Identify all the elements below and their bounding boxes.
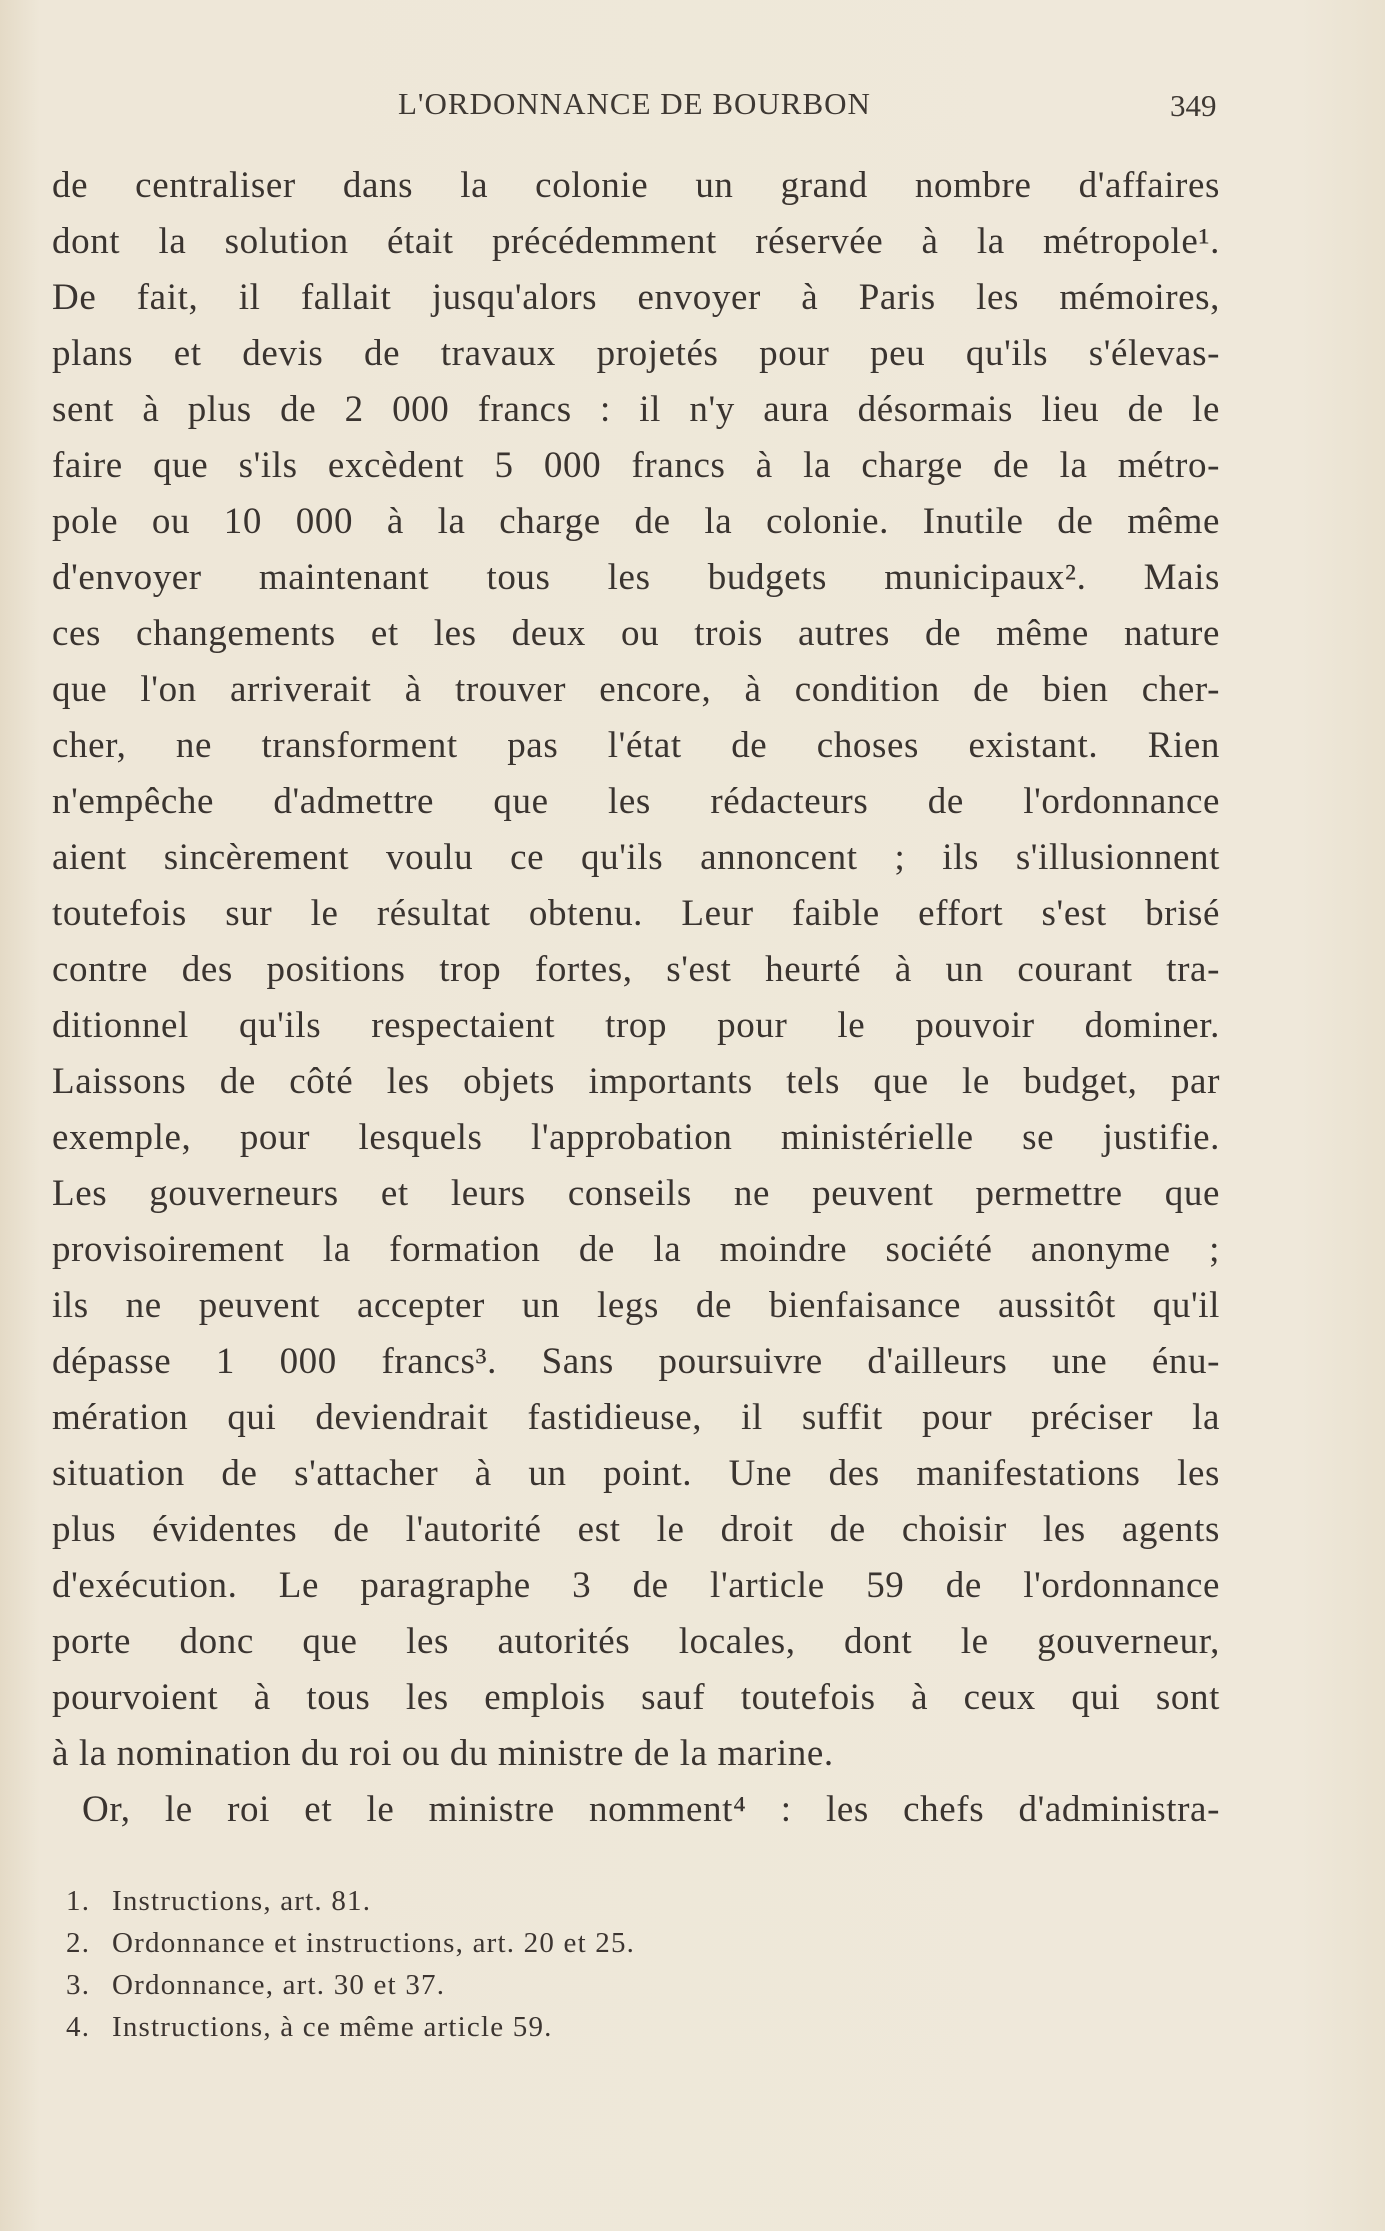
text-line: Les gouverneurs et leurs conseils ne peuvent permettre que	[52, 1173, 1220, 1214]
text-line: n'empêche d'admettre que les rédacteurs de l'ordonnance	[52, 781, 1220, 822]
page-header	[0, 78, 1385, 128]
body-text	[52, 158, 1220, 1838]
text-line: plans et devis de travaux projetés pour peu qu'ils s'élevas-	[52, 333, 1220, 374]
footnote-text: Instructions, art. 81.	[112, 1885, 372, 1917]
footnote	[66, 1922, 966, 1964]
text-line: mération qui deviendrait fastidieuse, il suffit pour préciser la	[52, 1397, 1220, 1438]
text-line: faire que s'ils excèdent 5 000 francs à la charge de la métro-	[52, 445, 1220, 486]
text-line: de centraliser dans la colonie un grand nombre d'affaires	[52, 165, 1220, 206]
text-line: Or, le roi et le ministre nomment⁴ : les chefs d'administra-	[82, 1789, 1220, 1830]
text-line: contre des positions trop fortes, s'est heurté à un courant tra-	[52, 949, 1220, 990]
text-line: d'exécution. Le paragraphe 3 de l'article 59 de l'ordonnance	[52, 1565, 1220, 1606]
text-line: à la nomination du roi ou du ministre de la marine.	[52, 1733, 834, 1774]
footnote-number: 2.	[66, 1927, 91, 1959]
text-line: dont la solution était précédemment réservée à la métropole¹.	[52, 221, 1220, 262]
text-line: ces changements et les deux ou trois autres de même nature	[52, 613, 1220, 654]
text-line: exemple, pour lesquels l'approbation ministérielle se justifie.	[52, 1117, 1220, 1158]
footnote-text: Instructions, à ce même article 59.	[112, 2011, 553, 2043]
text-line: De fait, il fallait jusqu'alors envoyer à Paris les mémoires,	[52, 277, 1220, 318]
text-line: cher, ne transforment pas l'état de choses existant. Rien	[52, 725, 1220, 766]
footnote	[66, 1964, 966, 2006]
footnotes	[66, 1880, 966, 2048]
footnote-text: Ordonnance, art. 30 et 37.	[112, 1969, 446, 2001]
text-line: porte donc que les autorités locales, dont le gouverneur,	[52, 1621, 1220, 1662]
footnote-number: 1.	[66, 1885, 91, 1917]
text-line: situation de s'attacher à un point. Une des manifestations les	[52, 1453, 1220, 1494]
text-line: que l'on arriverait à trouver encore, à condition de bien cher-	[52, 669, 1220, 710]
running-title: L'ORDONNANCE DE BOURBON	[398, 86, 871, 121]
text-line: ditionnel qu'ils respectaient trop pour le pouvoir dominer.	[52, 1005, 1220, 1046]
text-line: plus évidentes de l'autorité est le droit de choisir les agents	[52, 1509, 1220, 1550]
footnote-number: 3.	[66, 1969, 91, 2001]
text-line: aient sincèrement voulu ce qu'ils annoncent ; ils s'illusionnent	[52, 837, 1220, 878]
text-line: dépasse 1 000 francs³. Sans poursuivre d'ailleurs une énu-	[52, 1341, 1220, 1382]
page-number: 349	[1170, 88, 1217, 123]
text-line: d'envoyer maintenant tous les budgets municipaux². Mais	[52, 557, 1220, 598]
text-line: pourvoient à tous les emplois sauf toutefois à ceux qui sont	[52, 1677, 1220, 1718]
text-line: ils ne peuvent accepter un legs de bienfaisance aussitôt qu'il	[52, 1285, 1220, 1326]
footnote	[66, 1880, 966, 1922]
text-line: pole ou 10 000 à la charge de la colonie. Inutile de même	[52, 501, 1220, 542]
footnote	[66, 2006, 966, 2048]
footnote-text: Ordonnance et instructions, art. 20 et 25.	[112, 1927, 636, 1959]
text-line: sent à plus de 2 000 francs : il n'y aura désormais lieu de le	[52, 389, 1220, 430]
text-line: toutefois sur le résultat obtenu. Leur faible effort s'est brisé	[52, 893, 1220, 934]
text-line: provisoirement la formation de la moindre société anonyme ;	[52, 1229, 1220, 1270]
footnote-number: 4.	[66, 2011, 91, 2043]
text-line: Laissons de côté les objets importants tels que le budget, par	[52, 1061, 1220, 1102]
